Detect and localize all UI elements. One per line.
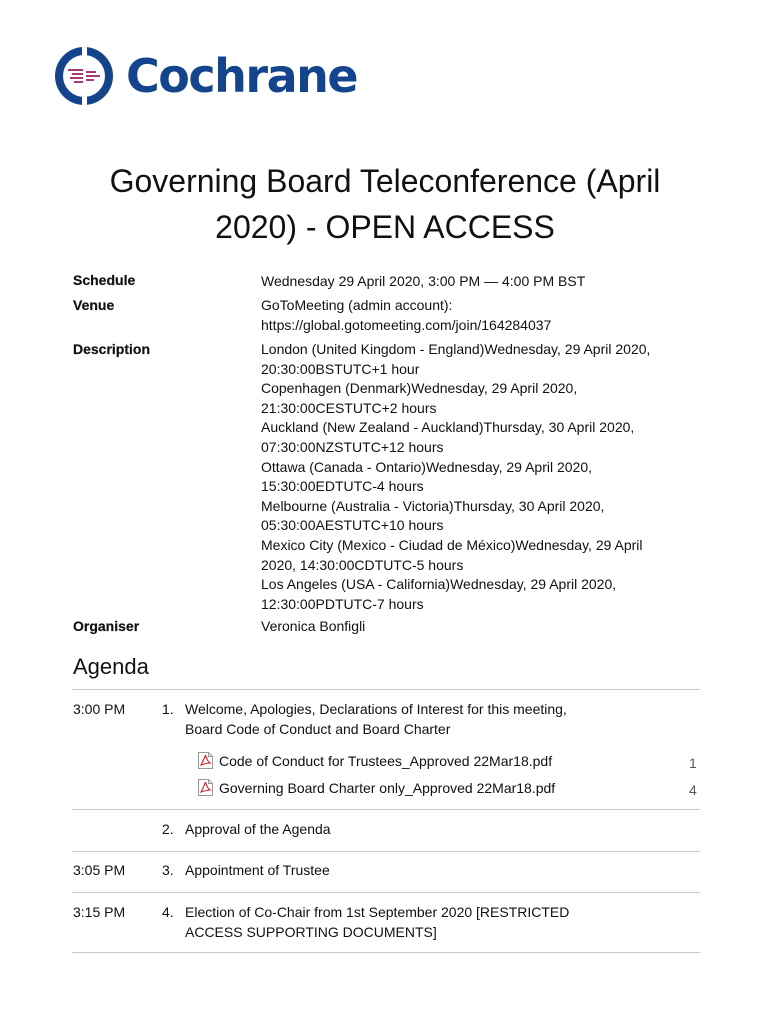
description-line: Los Angeles (USA - California)Wednesday, 29 April 2020, [261,576,617,593]
description-line: 15:30:00EDTUTC-4 hours [261,478,424,495]
schedule-label: Schedule [73,272,136,288]
logo-text: Cochrane [126,49,358,103]
schedule-value: Wednesday 29 April 2020, 3:00 PM — 4:00 PM BST [261,273,586,289]
description-line: 12:30:00PDTUTC-7 hours [261,595,424,612]
organiser-label: Organiser [73,618,140,634]
agenda-item-time: 3:05 PM [73,862,126,878]
agenda-divider [72,892,700,893]
agenda-item-number: 2. [162,821,174,837]
description-line: Auckland (New Zealand - Auckland)Thursday, 30 April 2020, [261,419,635,436]
description-line: Ottawa (Canada - Ontario)Wednesday, 29 April 2020, [261,458,592,475]
attachment-page-number: 1 [689,755,697,771]
pdf-icon [197,779,214,796]
description-line: Copenhagen (Denmark)Wednesday, 29 April 2020, [261,380,578,397]
agenda-item-time: 3:15 PM [73,904,126,920]
agenda-item-title: Welcome, Apologies, Declarations of Interest for this meeting, Board Code of Conduct and Board Charter [185,701,567,737]
description-line: Mexico City (Mexico - Ciudad de México)Wednesday, 29 April [261,536,643,553]
agenda-item-number: 4. [162,904,174,920]
venue-label: Venue [73,297,115,313]
attachment-link[interactable] [197,752,552,769]
venue-value [261,296,711,335]
attachment-name: Governing Board Charter only_Approved 22Mar18.pdf [219,779,556,796]
venue-line: GoToMeeting (admin account): [261,297,453,313]
agenda-divider [72,689,700,690]
venue-link[interactable]: https://global.gotomeeting.com/join/164284037 [261,316,552,333]
agenda-item-title: Approval of the Agenda [185,821,331,837]
description-line: 05:30:00AESTUTC+10 hours [261,517,444,534]
agenda-item-title: Election of Co-Chair from 1st September 2020 [RESTRICTED ACCESS SUPPORTING DOCUMENTS] [185,904,570,940]
description-value [261,340,711,614]
description-label: Description [73,341,151,357]
agenda-heading: Agenda [73,654,149,679]
attachment-page-number: 4 [689,782,697,798]
agenda-item-number: 3. [162,862,174,878]
description-line: 21:30:00CESTUTC+2 hours [261,399,437,416]
agenda-item-number: 1. [162,701,174,717]
agenda-item-title: Appointment of Trustee [185,862,330,878]
agenda-divider [72,851,700,852]
agenda-item-time: 3:00 PM [73,701,126,717]
description-line: 2020, 14:30:00CDTUTC-5 hours [261,556,464,573]
pdf-icon [197,752,214,769]
agenda-divider [72,809,700,810]
description-line: 07:30:00NZSTUTC+12 hours [261,438,444,455]
cochrane-logo-icon [52,44,116,108]
page-title: Governing Board Teleconference (April 2020) - OPEN ACCESS [109,163,661,245]
cochrane-logo [52,44,358,108]
description-line: Melbourne (Australia - Victoria)Thursday, 30 April 2020, [261,497,605,514]
organiser-value: Veronica Bonfigli [261,618,366,634]
attachment-name: Code of Conduct for Trustees_Approved 22Mar18.pdf [219,752,553,769]
attachment-link[interactable] [197,779,555,796]
agenda-divider [72,952,700,953]
description-line: London (United Kingdom - England)Wednesday, 29 April 2020, [261,341,651,357]
description-line: 20:30:00BSTUTC+1 hour [261,360,420,377]
